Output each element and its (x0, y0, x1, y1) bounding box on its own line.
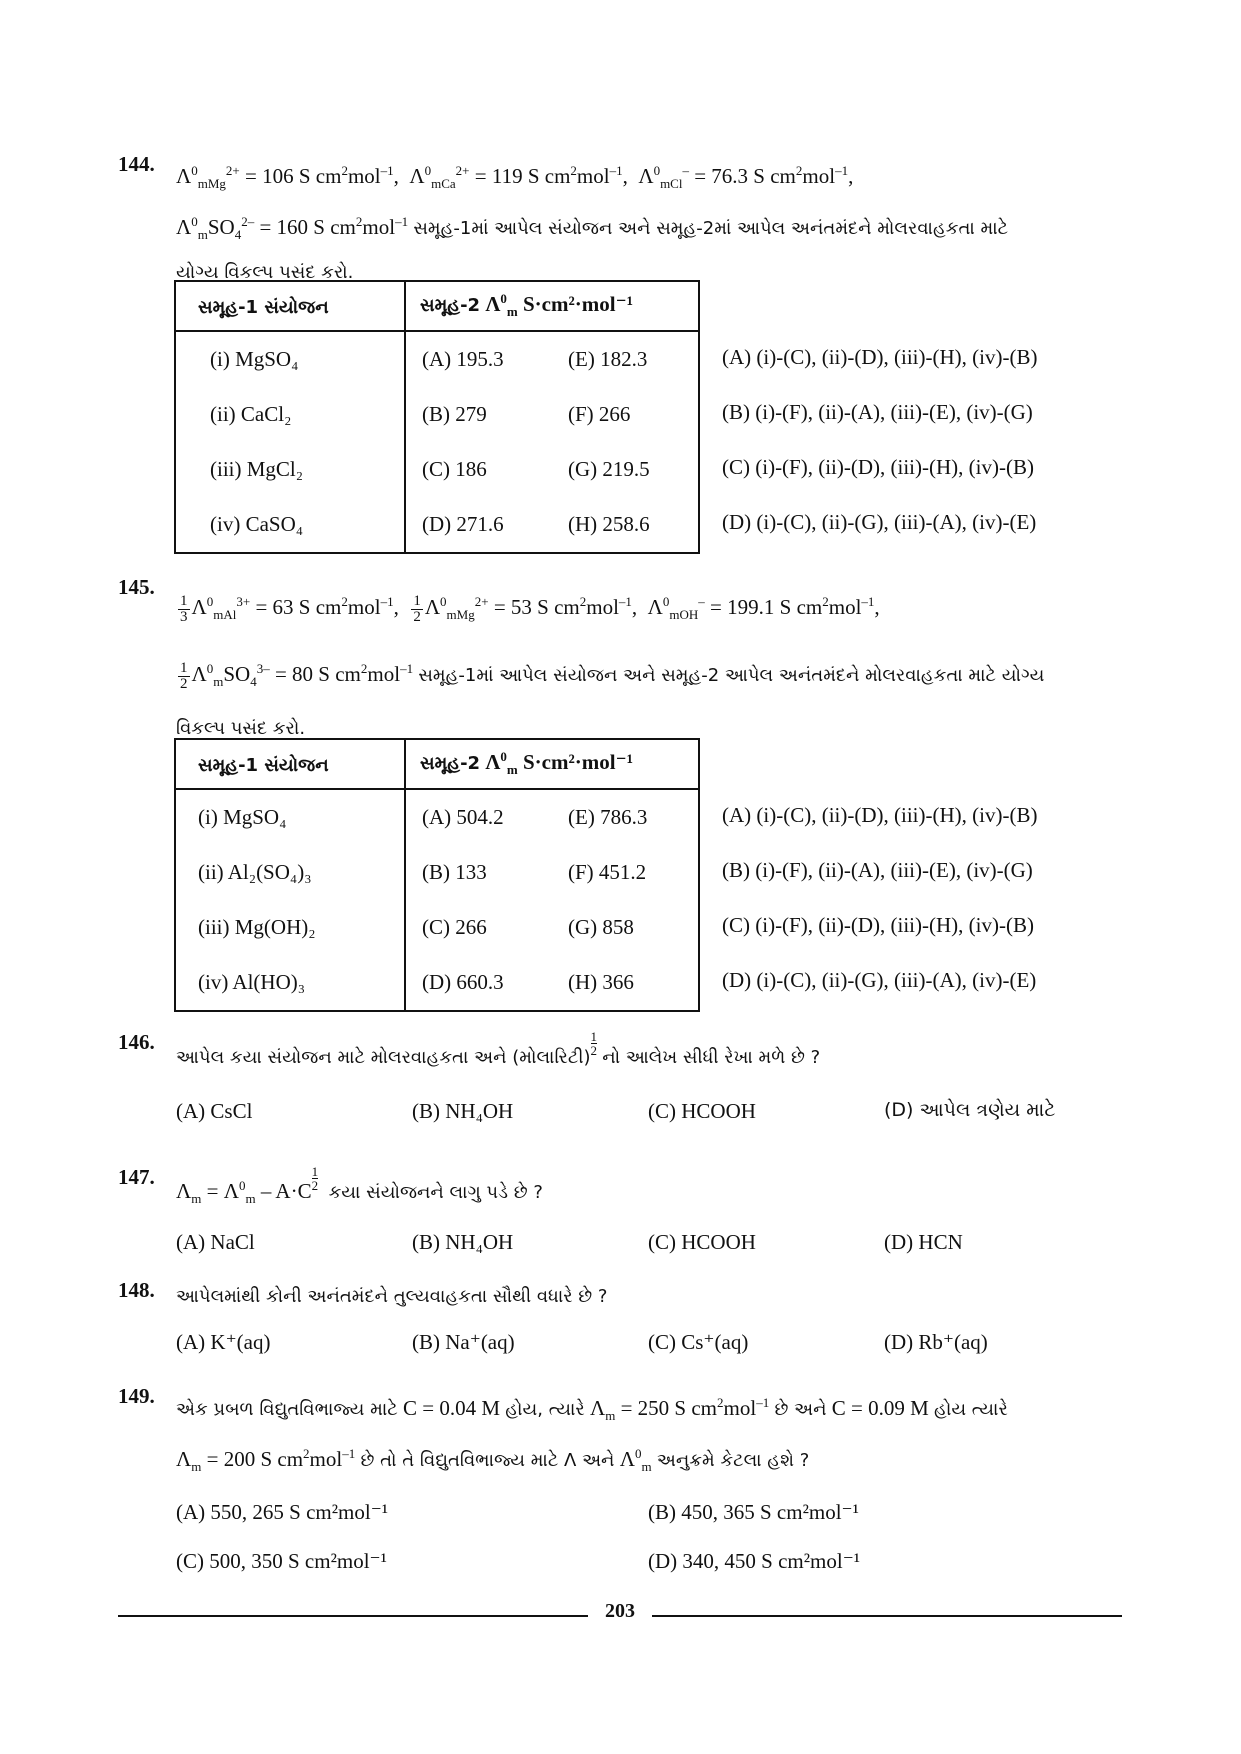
match-table-145 (174, 738, 700, 1012)
match-table-144 (174, 280, 700, 554)
table-row: (ii) Al₂(SO₄)₃ (B) 133 (F) 451.2 (175, 845, 699, 900)
option[interactable]: (B) 450, 365 S cm²mol⁻¹ (648, 1500, 859, 1525)
question-144 (118, 152, 1128, 292)
answer-options-144 (722, 330, 1037, 550)
question-text: આપેલમાંથી કોની અનંતમંદને તુલ્યવાહકતા સૌથી વધારે છે ? (176, 1286, 608, 1307)
question-146 (118, 1030, 1128, 1124)
option[interactable]: (A) NaCl (176, 1230, 255, 1255)
option[interactable]: (A) CsCl (176, 1099, 253, 1123)
question-text: $\frac{1}{3}$ $\Lambda^0_{mAl}^{3+} = 63$ S $cm^2mol^{-1}$, $\frac{1}{2}$ $\Lambda^0_{mMg}^{2+} = 53$ S $cm^2mol^{-1}$, $\Lambda^0_{mOH}^- = 199.1$ S $cm^2mol^{-1}$, $\frac{1}{2}$ $\Lambda^0_mSO_4^{3-} = 80$ S $cm^2mol^{-1}$ સમૂહ-1માં આપેલ સંયોજન અને સમૂહ-2 આપેલ અનંતમંદને મોલરવાહકતા માટે યોગ્ય વિકલ્પ પસંદ કરો. (176, 592, 1045, 740)
option[interactable]: (D) આપેલ ત્રણેય માટે (884, 1099, 1056, 1121)
group1-header: સમૂહ-1 સંયોજન (175, 281, 405, 331)
question-text: $\Lambda^0_{mMg}^{2+} = 106$ S $cm^2mol^{-1}$, $\Lambda^0_{mCa}^{2+} = 119$ S $cm^2mol^{-1}$, $\Lambda^0_{mCl}^- = 76.3$ S $cm^2mol^{-1}$, $\Lambda^0_mSO_4^{2-} = 160$ S $cm^2mol^{-1}$ સમૂહ-1માં આપેલ સંયોજન અને સમૂહ-2માં આપેલ અનંતમંદને મોલરવાહકતા માટે યોગ્ય વિકલ્પ પસંદ કરો. (176, 163, 1009, 284)
table-row: (i) MgSO₄ (A) 195.3 (E) 182.3 (175, 331, 699, 387)
answer-option[interactable]: (C) (i)-(F), (ii)-(D), (iii)-(H), (iv)-(B) (722, 455, 1034, 479)
table-row: (iv) CaSO₄ (D) 271.6 (H) 258.6 (175, 497, 699, 553)
page-number: 203 (605, 1600, 635, 1622)
table-row: (i) MgSO₄ (A) 504.2 (E) 786.3 (175, 789, 699, 845)
option[interactable]: (C) HCOOH (648, 1230, 756, 1255)
option[interactable]: (D) 340, 450 S cm²mol⁻¹ (648, 1549, 861, 1574)
question-text: આપેલ કયા સંયોજન માટે મોલરવાહકતા અને (મોલારિટી) $\frac{1}{2}$ નો આલેખ સીધી રેખા મળે છે ? (176, 1029, 821, 1068)
table-row: (iii) MgCl₂ (C) 186 (G) 219.5 (175, 442, 699, 497)
question-149 (118, 1384, 1128, 1574)
option[interactable]: (C) HCOOH (648, 1099, 756, 1123)
options-146 (176, 1099, 1128, 1124)
option[interactable]: (A) K⁺(aq) (176, 1330, 271, 1354)
option[interactable]: (B) NH₄OH (412, 1099, 514, 1123)
table-row: (iii) Mg(OH)₂ (C) 266 (G) 858 (175, 900, 699, 955)
question-147 (118, 1165, 1128, 1255)
answer-option[interactable]: (A) (i)-(C), (ii)-(D), (iii)-(H), (iv)-(B) (722, 803, 1038, 827)
answer-option[interactable]: (B) (i)-(F), (ii)-(A), (iii)-(E), (iv)-(G) (722, 400, 1033, 424)
question-text: $\Lambda_m = \Lambda^0_m - A\cdot C$ $\frac{1}{2}$ કયા સંયોજનને લાગુ પડે છે ? (176, 1164, 543, 1207)
option[interactable]: (C) 500, 350 S cm²mol⁻¹ (176, 1549, 387, 1574)
option[interactable]: (A) 550, 265 S cm²mol⁻¹ (176, 1500, 389, 1525)
option[interactable]: (B) NH₄OH (412, 1230, 514, 1255)
question-148 (118, 1278, 1128, 1355)
options-148 (176, 1330, 1128, 1355)
question-text: એક પ્રબળ વિદ્યુતવિભાજ્ય માટે C = 0.04 M હોય, ત્યારે $\Lambda_m = 250$ S $cm^2mol^{-1}$ છે અને C = 0.09 M હોય ત્યારે $\Lambda_m = 200$ S $cm^2mol^{-1}$ છે તો તે વિદ્યુતવિભાજ્ય માટે Λ અને $\Lambda^0_m$ અનુક્રમે કેટલા હશે ? (176, 1395, 1008, 1475)
question-number: 145. (118, 575, 155, 599)
answer-option[interactable]: (D) (i)-(C), (ii)-(G), (iii)-(A), (iv)-(E) (722, 510, 1037, 534)
options-149-row2 (176, 1549, 1128, 1574)
table-row: (iv) Al(HO)₃ (D) 660.3 (H) 366 (175, 955, 699, 1011)
group2-header: સમૂહ-2 $\Lambda^0_m$ S·cm²·mol⁻¹ (405, 281, 699, 331)
footer-rule-right (652, 1615, 1122, 1617)
question-number: 149. (118, 1384, 155, 1408)
option[interactable]: (B) Na⁺(aq) (412, 1330, 515, 1354)
question-number: 146. (118, 1030, 155, 1054)
question-number: 148. (118, 1278, 155, 1302)
question-number: 144. (118, 152, 155, 176)
footer-rule-left (118, 1615, 588, 1617)
answer-options-145 (722, 788, 1037, 1008)
option[interactable]: (C) Cs⁺(aq) (648, 1330, 749, 1354)
options-149-row1 (176, 1500, 1128, 1525)
question-number: 147. (118, 1165, 155, 1189)
answer-option[interactable]: (C) (i)-(F), (ii)-(D), (iii)-(H), (iv)-(B) (722, 913, 1034, 937)
options-147 (176, 1230, 1128, 1255)
table-row: (ii) CaCl₂ (B) 279 (F) 266 (175, 387, 699, 442)
group2-header: સમૂહ-2 $\Lambda^0_m$ S·cm²·mol⁻¹ (405, 739, 699, 789)
group1-header: સમૂહ-1 સંયોજન (175, 739, 405, 789)
answer-option[interactable]: (D) (i)-(C), (ii)-(G), (iii)-(A), (iv)-(E) (722, 968, 1037, 992)
option[interactable]: (D) Rb⁺(aq) (884, 1330, 988, 1354)
option[interactable]: (D) HCN (884, 1230, 963, 1255)
question-145 (118, 575, 1128, 749)
answer-option[interactable]: (A) (i)-(C), (ii)-(D), (iii)-(H), (iv)-(B) (722, 345, 1038, 369)
answer-option[interactable]: (B) (i)-(F), (ii)-(A), (iii)-(E), (iv)-(G) (722, 858, 1033, 882)
